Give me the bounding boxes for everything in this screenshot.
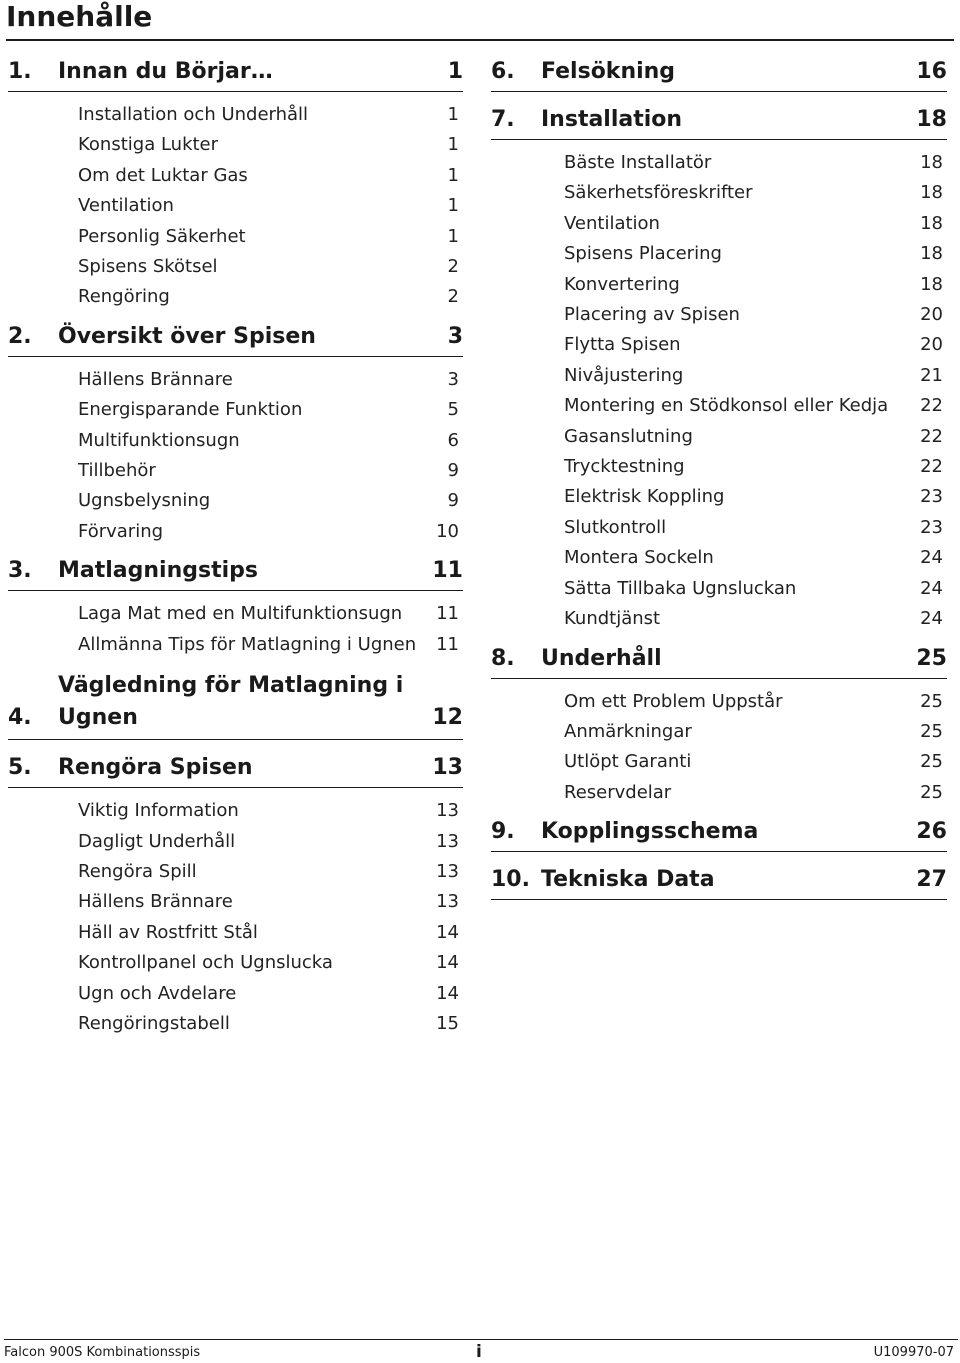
toc-section-heading[interactable] (8, 551, 463, 591)
toc-entry-label: Rengöra Spill (78, 860, 197, 882)
toc-entry[interactable] (8, 395, 463, 425)
toc-entry-page: 2 (447, 286, 459, 308)
section-page-number: 12 (432, 705, 463, 731)
toc-entry-page: 1 (447, 134, 459, 156)
toc-entry[interactable] (8, 517, 463, 547)
toc-entry[interactable] (8, 161, 463, 191)
toc-section-heading[interactable] (491, 52, 947, 92)
toc-entry-page: 24 (920, 577, 943, 599)
toc-entry-page: 2 (447, 256, 459, 278)
toc-entry[interactable] (8, 1009, 463, 1039)
toc-section-heading[interactable] (491, 100, 947, 140)
toc-entry-label: Dagligt Underhåll (78, 830, 236, 852)
toc-section (8, 551, 463, 660)
section-page-number: 11 (432, 558, 463, 584)
toc-entry-page: 24 (920, 547, 943, 569)
toc-entry-page: 23 (920, 486, 943, 508)
toc-entry-label: Placering av Spisen (564, 304, 740, 326)
toc-entry-page: 13 (436, 891, 459, 913)
toc-left-column (8, 52, 463, 1043)
toc-entry-page: 22 (920, 456, 943, 478)
toc-section (8, 317, 463, 547)
toc-entry-page: 21 (920, 364, 943, 386)
toc-entry[interactable] (8, 918, 463, 948)
toc-entry[interactable] (491, 391, 947, 421)
toc-entry-page: 9 (447, 490, 459, 512)
toc-section (8, 52, 463, 313)
section-title: Översikt över Spisen (58, 323, 316, 349)
section-number: 5. (8, 755, 32, 781)
toc-section (8, 748, 463, 1039)
toc-entry[interactable] (8, 796, 463, 826)
toc-entry-label: Flytta Spisen (564, 334, 681, 356)
toc-entry-page: 13 (436, 830, 459, 852)
toc-entry-label: Multifunktionsugn (78, 429, 240, 451)
toc-entry-label: Hällens Brännare (78, 368, 233, 390)
toc-entry-page: 15 (436, 1012, 459, 1034)
toc-entry[interactable] (491, 574, 947, 604)
toc-entry[interactable] (491, 330, 947, 360)
section-title: Vägledning för Matlagning i Ugnen (58, 673, 404, 731)
toc-entry-page: 25 (920, 690, 943, 712)
toc-entry-page: 18 (920, 273, 943, 295)
toc-entry[interactable] (491, 178, 947, 208)
toc-entry[interactable] (491, 209, 947, 239)
toc-entry[interactable] (8, 948, 463, 978)
section-title: Felsökning (541, 59, 676, 84)
toc-entry-page: 20 (920, 334, 943, 356)
toc-entry-label: Personlig Säkerhet (78, 225, 246, 247)
toc-entry-label: Montera Sockeln (564, 547, 714, 569)
toc-section-heading[interactable] (8, 317, 463, 357)
toc-section-heading[interactable] (491, 860, 947, 900)
toc-entry-label: Hällens Brännare (78, 891, 233, 913)
section-number: 4. (8, 705, 32, 731)
toc-entry-label: Reservdelar (564, 781, 672, 803)
section-title: Underhåll (541, 645, 662, 671)
toc-entry-page: 14 (436, 982, 459, 1004)
section-title: Matlagningstips (58, 558, 258, 584)
toc-entry[interactable] (8, 191, 463, 221)
toc-entry-label: Tillbehör (78, 460, 156, 482)
section-number: 2. (8, 323, 32, 349)
section-number: 6. (491, 59, 515, 84)
toc-entry-label: Allmänna Tips för Matlagning i Ugnen (78, 633, 417, 655)
toc-entry[interactable] (8, 252, 463, 282)
toc-entry-label: Ugnsbelysning (78, 490, 211, 512)
toc-entry-label: Säkerhetsföreskrifter (564, 182, 753, 204)
section-page-number: 27 (916, 867, 947, 893)
footer-product-name: Falcon 900S Kombinationsspis (4, 1345, 201, 1360)
toc-entry[interactable] (491, 452, 947, 482)
toc-entry-page: 9 (447, 460, 459, 482)
toc-entry[interactable] (8, 456, 463, 486)
section-title: Tekniska Data (541, 867, 715, 893)
toc-entry-page: 14 (436, 952, 459, 974)
toc-entry[interactable] (8, 100, 463, 130)
toc-entry-label: Ugn och Avdelare (78, 982, 237, 1004)
footer-rule (4, 1339, 958, 1340)
toc-entry-label: Om ett Problem Uppstår (564, 690, 783, 712)
toc-entry-label: Trycktestning (564, 456, 685, 478)
toc-entry-label: Kontrollpanel och Ugnslucka (78, 952, 333, 974)
toc-entry-page: 25 (920, 781, 943, 803)
toc-section-heading[interactable] (8, 748, 463, 788)
toc-entry[interactable] (8, 857, 463, 887)
toc-entry-label: Förvaring (78, 520, 164, 542)
toc-entry-label: Rengöring (78, 286, 170, 308)
footer-page-number: i (476, 1342, 482, 1362)
toc-entry-label: Nivåjustering (564, 364, 684, 386)
toc-entry[interactable] (491, 361, 947, 391)
toc-entry[interactable] (491, 239, 947, 269)
toc-entry-page: 25 (920, 720, 943, 742)
toc-entry-page: 13 (436, 800, 459, 822)
toc-entry[interactable] (491, 747, 947, 777)
toc-entry-page: 3 (447, 368, 459, 390)
toc-entry-page: 18 (920, 243, 943, 265)
toc-entry[interactable] (8, 282, 463, 312)
section-title: Innan du Börjar… (58, 59, 273, 84)
toc-entry-page: 24 (920, 608, 943, 630)
section-page-number: 3 (447, 323, 463, 349)
toc-entry-page: 11 (436, 633, 459, 655)
toc-entry-page: 18 (920, 212, 943, 234)
toc-entry-page: 13 (436, 860, 459, 882)
toc-entry[interactable] (8, 979, 463, 1009)
toc-section-heading[interactable] (8, 664, 463, 740)
toc-entry-label: Laga Mat med en Multifunktionsugn (78, 603, 403, 625)
toc-entry-label: Kundtjänst (564, 608, 661, 630)
toc-entry-page: 22 (920, 425, 943, 447)
toc-section (491, 639, 947, 809)
toc-entry-page: 25 (920, 751, 943, 773)
section-title: Rengöra Spisen (58, 755, 253, 781)
page-title: Innehålle (6, 0, 153, 33)
toc-entry-label: Bäste Installatör (564, 152, 712, 173)
toc-entry[interactable] (491, 513, 947, 543)
toc-section (8, 664, 463, 740)
toc-entry[interactable] (491, 687, 947, 717)
toc-entry-page: 5 (447, 399, 459, 421)
section-number: 7. (491, 107, 515, 132)
section-page-number: 25 (916, 645, 947, 671)
toc-entry-page: 11 (436, 603, 459, 625)
title-rule (6, 39, 954, 41)
footer-doc-code: U109970-07 (873, 1345, 954, 1360)
section-page-number: 16 (916, 59, 947, 84)
toc-entry[interactable] (491, 482, 947, 512)
section-number: 9. (491, 819, 515, 845)
toc-section (491, 860, 947, 900)
toc-entry[interactable] (8, 130, 463, 160)
toc-entry[interactable] (491, 717, 947, 747)
toc-section-heading[interactable] (8, 52, 463, 92)
toc-section-heading[interactable] (491, 639, 947, 679)
toc-entry-label: Montering en Stödkonsol eller Kedja (564, 395, 889, 417)
section-number: 10. (491, 867, 530, 893)
toc-entry[interactable] (491, 604, 947, 634)
toc-entry-page: 6 (447, 429, 459, 451)
toc-entry-label: Slutkontroll (564, 516, 667, 538)
section-number: 8. (491, 645, 515, 671)
toc-entry-label: Anmärkningar (564, 720, 692, 742)
toc-entry[interactable] (8, 486, 463, 516)
toc-entry-page: 1 (447, 104, 459, 125)
toc-entry[interactable] (8, 630, 463, 660)
toc-entry[interactable] (8, 365, 463, 395)
section-title: Installation (541, 107, 683, 132)
toc-entry[interactable] (491, 543, 947, 573)
toc-section (491, 812, 947, 852)
toc-entry-label: Om det Luktar Gas (78, 164, 248, 186)
toc-entry-label: Elektrisk Koppling (564, 486, 725, 508)
toc-entry-label: Spisens Skötsel (78, 256, 218, 278)
section-page-number: 18 (916, 107, 947, 132)
toc-entry-label: Gasanslutning (564, 425, 693, 447)
toc-section-heading[interactable] (491, 812, 947, 852)
toc-entry-label: Energisparande Funktion (78, 399, 303, 421)
toc-entry-label: Sätta Tillbaka Ugnsluckan (564, 577, 797, 599)
toc-entry[interactable] (8, 827, 463, 857)
toc-entry-page: 23 (920, 516, 943, 538)
toc-entry-label: Ventilation (78, 195, 174, 217)
toc-entry-label: Rengöringstabell (78, 1012, 230, 1034)
toc-entry-page: 10 (436, 520, 459, 542)
toc-entry-page: 20 (920, 304, 943, 326)
toc-entry[interactable] (8, 599, 463, 629)
toc-entry-page: 22 (920, 395, 943, 417)
section-page-number: 1 (447, 59, 463, 84)
toc-section (491, 100, 947, 635)
toc-entry-page: 1 (447, 195, 459, 217)
toc-entry-label: Konvertering (564, 273, 680, 295)
toc-entry[interactable] (491, 778, 947, 808)
toc-entry-label: Installation och Underhåll (78, 104, 309, 125)
section-number: 1. (8, 59, 32, 84)
toc-entry-page: 18 (920, 182, 943, 204)
section-page-number: 26 (916, 819, 947, 845)
toc-entry-label: Spisens Placering (564, 243, 722, 265)
toc-entry-page: 18 (920, 152, 943, 173)
toc-entry[interactable] (491, 148, 947, 178)
toc-entry[interactable] (491, 270, 947, 300)
toc-entry-page: 1 (447, 164, 459, 186)
toc-entry-label: Utlöpt Garanti (564, 751, 692, 773)
toc-entry-page: 1 (447, 225, 459, 247)
toc-entry[interactable] (491, 422, 947, 452)
toc-right-column (491, 52, 947, 908)
toc-entry-label: Viktig Information (78, 800, 239, 822)
toc-entry-label: Häll av Rostfritt Stål (78, 921, 258, 943)
section-number: 3. (8, 558, 32, 584)
toc-entry[interactable] (8, 887, 463, 917)
toc-entry[interactable] (491, 300, 947, 330)
toc-entry[interactable] (8, 222, 463, 252)
toc-entry[interactable] (8, 426, 463, 456)
toc-entry-label: Ventilation (564, 212, 660, 234)
section-page-number: 13 (432, 755, 463, 781)
toc-entry-page: 14 (436, 921, 459, 943)
toc-section (491, 52, 947, 92)
toc-entry-label: Konstiga Lukter (78, 134, 219, 156)
section-title: Kopplingsschema (541, 819, 759, 845)
